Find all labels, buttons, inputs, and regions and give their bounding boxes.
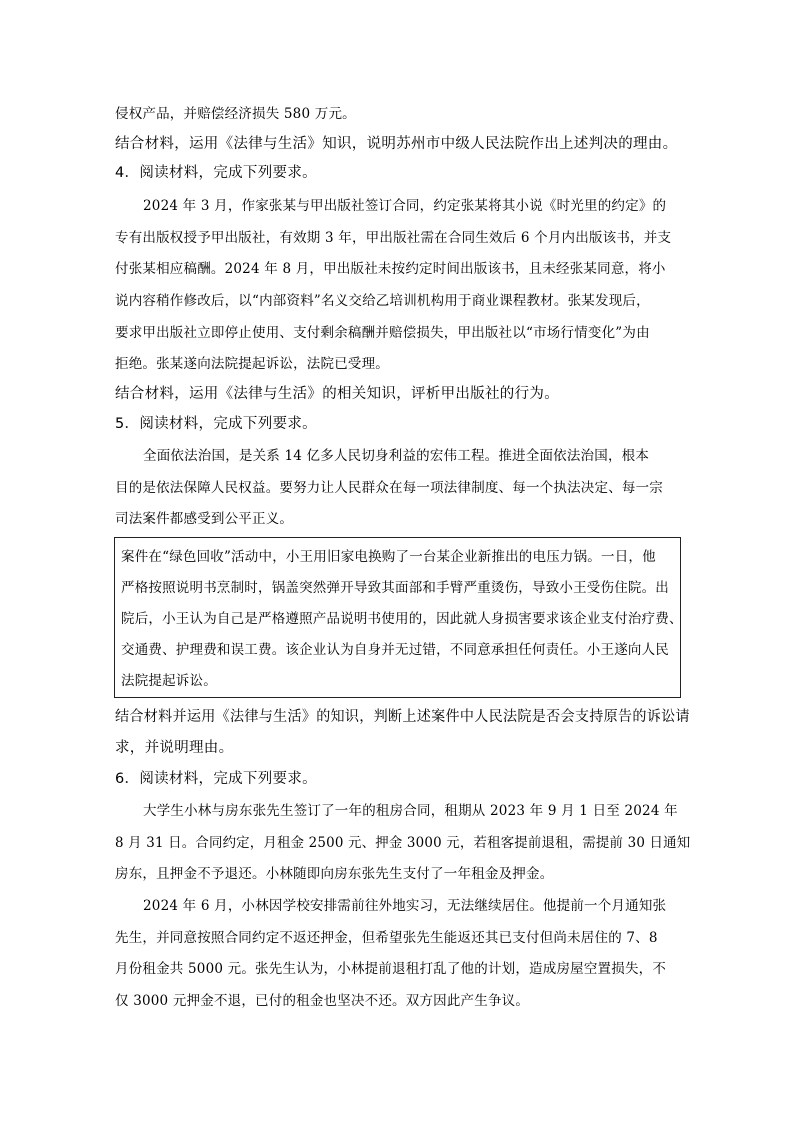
text-line: 专有出版权授予甲出版社，有效期 3 年，甲出版社需在合同生效后 6 个月内出版该书，并支: [115, 230, 672, 246]
text-line: 2024 年 6 月，小林因学校安排需前往外地实习，无法继续居住。他提前一个月通知张: [143, 898, 667, 914]
text-line: 大学生小林与房东张先生签订了一年的租房合同，租期从 2023 年 9 月 1 日至 2024 年: [143, 803, 678, 819]
question-heading-4: 4．阅读材料，完成下列要求。: [115, 165, 317, 181]
question-prompt: 结合材料，运用《法律与生活》知识，说明苏州市中级人民法院作出上述判决的理由。: [115, 136, 678, 152]
text-line: 房东，且押金不予退还。小林随即向房东张先生支付了一年租金及押金。: [115, 866, 554, 882]
question-prompt: 结合材料并运用《法律与生活》的知识，判断上述案件中人民法院是否会支持原告的诉讼请: [115, 709, 690, 725]
text-line: 8 月 31 日。合同约定，月租金 2500 元、押金 3000 元，若租客提前退租，需提前 30 日通知: [115, 835, 691, 851]
text-line: 目的是依法保障人民权益。要努力让人民群众在每一项法律制度、每一个执法决定、每一宗: [115, 480, 663, 496]
text-line: 要求甲出版社立即停止使用、支付剩余稿酬并赔偿损失，甲出版社以“市场行情变化”为由: [115, 325, 650, 341]
case-text-line: 严格按照说明书烹制时，锅盖突然弹开导致其面部和手臂严重烫伤，导致小王受伤住院。出: [121, 580, 669, 596]
text-line: 月份租金共 5000 元。张先生认为，小林提前退租打乱了他的计划，造成房屋空置损失，不: [115, 961, 667, 977]
case-text-line: 交通费、护理费和误工费。该企业认为自身并无过错，不同意承担任何责任。小王遂向人民: [121, 642, 669, 658]
case-text-line: 案件在“绿色回收”活动中，小王用旧家电换购了一台某企业新推出的电压力锅。一日，他: [121, 549, 656, 565]
text-line: 2024 年 3 月，作家张某与甲出版社签订合同，约定张某将其小说《时光里的约定》的: [143, 198, 667, 214]
text-line: 付张某相应稿酬。2024 年 8 月，甲出版社未按约定时间出版该书，且未经张某同意，将小: [115, 261, 666, 277]
text-line: 全面依法治国，是关系 14 亿多人民切身利益的宏伟工程。推进全面依法治国，根本: [143, 448, 650, 464]
case-text-line: 院后，小王认为自己是严格遵照产品说明书使用的，因此就人身损害要求该企业支付治疗费、: [121, 611, 683, 627]
text-line: 仅 3000 元押金不退，已付的租金也坚决不还。双方因此产生争议。: [115, 993, 530, 1009]
text-line: 司法案件都感受到公平正义。: [115, 511, 294, 527]
question-heading-5: 5．阅读材料，完成下列要求。: [115, 416, 317, 432]
question-prompt: 结合材料，运用《法律与生活》的相关知识，评析甲出版社的行为。: [115, 386, 559, 402]
text-line: 说内容稍作修改后，以“内部资料”名义交给乙培训机构用于商业课程教材。张某发现后，: [115, 293, 650, 309]
case-text-line: 法院提起诉讼。: [121, 673, 217, 689]
text-line: 先生，并同意按照合同约定不返还押金，但希望张先生能返还其已支付但尚未居住的 7、8: [115, 930, 658, 946]
text-line: 拒绝。张某遂向法院提起诉讼，法院已受理。: [115, 356, 389, 372]
question-prompt: 求，并说明理由。: [115, 740, 234, 756]
question-heading-6: 6．阅读材料，完成下列要求。: [115, 771, 317, 787]
text-line: 侵权产品，并赔偿经济损失 580 万元。: [115, 106, 356, 122]
